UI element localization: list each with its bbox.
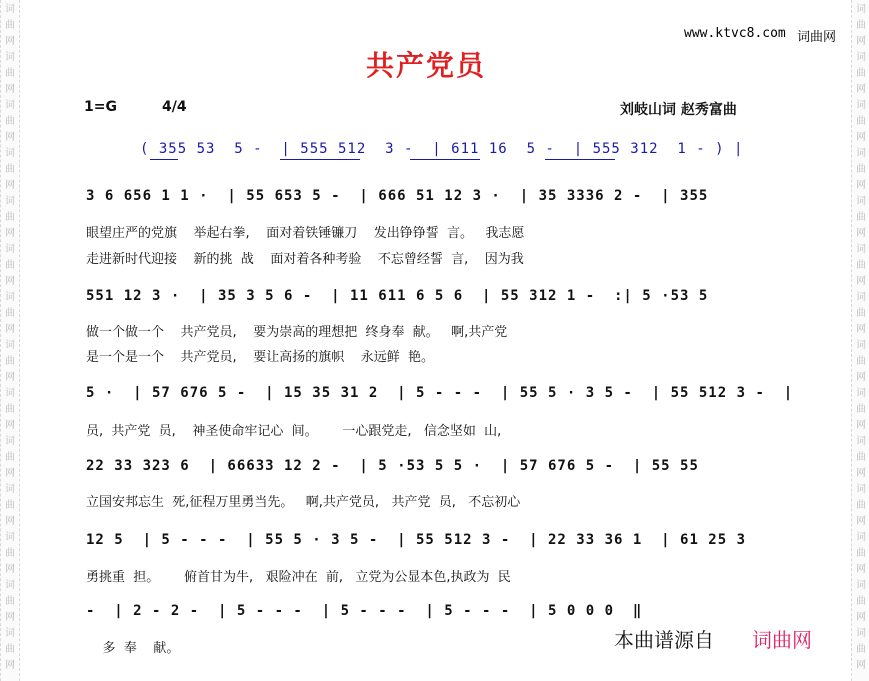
watermark-char: 网	[5, 84, 15, 95]
watermark-char: 词	[856, 148, 866, 159]
watermark-char: 曲	[5, 164, 15, 175]
watermark-char: 曲	[856, 260, 866, 271]
beam-line	[150, 159, 178, 160]
watermark-char: 曲	[856, 452, 866, 463]
watermark-char: 曲	[5, 404, 15, 415]
lyric-line-6: 多 奉 献。	[86, 641, 180, 656]
watermark-char: 网	[5, 180, 15, 191]
watermark-char: 词	[856, 100, 866, 111]
watermark-char: 词	[5, 244, 15, 255]
watermark-char: 网	[856, 660, 866, 671]
watermark-char: 词	[856, 532, 866, 543]
notation-line-6: - | 2 - 2 - | 5 - - - | 5 - - - | 5 - - - | 5 0 0 0 ‖	[86, 603, 643, 619]
watermark-column-left	[0, 0, 20, 681]
watermark-char: 曲	[5, 356, 15, 367]
watermark-char: 曲	[5, 500, 15, 511]
watermark-char: 曲	[5, 68, 15, 79]
watermark-char: 词	[856, 292, 866, 303]
lyric-line-1b: 走进新时代迎接 新的挑 战 面对着各种考验 不忘曾经誓 言, 因为我	[86, 252, 524, 267]
watermark-char: 网	[856, 372, 866, 383]
watermark-char: 曲	[856, 116, 866, 127]
watermark-char: 网	[5, 372, 15, 383]
watermark-char: 词	[5, 196, 15, 207]
watermark-char: 网	[5, 132, 15, 143]
notation-line-4: 22 33 323 6 | 66633 12 2 - | 5 ·53 5 5 · | 57 676 5 - | 55 55	[86, 458, 699, 474]
watermark-char: 网	[856, 84, 866, 95]
watermark-char: 网	[5, 612, 15, 623]
watermark-char: 网	[5, 516, 15, 527]
watermark-char: 词	[5, 580, 15, 591]
watermark-column-right	[851, 0, 869, 681]
watermark-char: 曲	[856, 596, 866, 607]
watermark-char: 网	[5, 36, 15, 47]
watermark-char: 词	[5, 484, 15, 495]
watermark-char: 词	[5, 388, 15, 399]
watermark-char: 网	[856, 36, 866, 47]
lyric-line-2a: 做一个做一个 共产党员, 要为崇高的理想把 终身奉 献。 啊,共产党	[86, 325, 508, 340]
watermark-char: 网	[856, 612, 866, 623]
watermark-char: 曲	[856, 644, 866, 655]
watermark-char: 曲	[856, 500, 866, 511]
watermark-char: 词	[856, 484, 866, 495]
lyric-line-2b: 是一个是一个 共产党员, 要让高扬的旗帜 永远鲜 艳。	[86, 350, 434, 365]
song-title: 共产党员	[366, 49, 487, 82]
watermark-char: 词	[5, 340, 15, 351]
watermark-char: 网	[5, 468, 15, 479]
watermark-char: 网	[856, 324, 866, 335]
watermark-char: 网	[856, 420, 866, 431]
watermark-char: 词	[856, 580, 866, 591]
watermark-char: 曲	[856, 404, 866, 415]
watermark-char: 词	[856, 436, 866, 447]
notation-line-3: 5 · | 57 676 5 - | 15 35 31 2 | 5 - - - | 55 5 · 3 5 - | 55 512 3 - |	[86, 385, 794, 401]
watermark-char: 词	[856, 4, 866, 15]
watermark-char: 曲	[5, 308, 15, 319]
source-site-link[interactable]: 词曲网	[752, 628, 812, 652]
watermark-char: 网	[856, 468, 866, 479]
watermark-char: 词	[856, 388, 866, 399]
watermark-char: 词	[5, 4, 15, 15]
watermark-char: 词	[5, 292, 15, 303]
watermark-char: 词	[856, 628, 866, 639]
watermark-char: 词	[856, 340, 866, 351]
watermark-char: 曲	[856, 20, 866, 31]
watermark-char: 词	[5, 100, 15, 111]
watermark-char: 曲	[5, 20, 15, 31]
watermark-char: 曲	[5, 212, 15, 223]
watermark-char: 曲	[5, 452, 15, 463]
watermark-char: 网	[856, 276, 866, 287]
watermark-char: 曲	[856, 212, 866, 223]
watermark-char: 曲	[856, 548, 866, 559]
watermark-char: 曲	[856, 68, 866, 79]
watermark-char: 曲	[5, 548, 15, 559]
source-label: 本曲谱源自	[614, 628, 714, 652]
watermark-char: 网	[856, 132, 866, 143]
watermark-char: 网	[5, 660, 15, 671]
lyric-line-3: 员, 共产党 员, 神圣使命牢记心 间。 一心跟党走, 信念坚如 山,	[86, 424, 502, 439]
watermark-char: 网	[856, 180, 866, 191]
site-name[interactable]: 词曲网	[797, 30, 837, 45]
watermark-char: 网	[5, 420, 15, 431]
key-signature: 1=G	[84, 99, 117, 115]
beam-line	[545, 159, 615, 160]
watermark-char: 曲	[856, 356, 866, 367]
intro-notation: ( 355 53 5 - | 555 512 3 - | 611 16 5 - | 555 312 1 - ) |	[140, 141, 744, 157]
watermark-char: 词	[856, 196, 866, 207]
beam-line	[280, 159, 360, 160]
notation-line-2: 551 12 3 · | 35 3 5 6 - | 11 611 6 5 6 | 55 312 1 - :| 5 ·53 5	[86, 288, 709, 304]
lyric-line-1a: 眼望庄严的党旗 举起右拳, 面对着铁锤镰刀 发出铮铮誓 言。 我志愿	[86, 226, 525, 241]
watermark-char: 词	[5, 436, 15, 447]
lyric-line-5: 勇挑重 担。 俯首甘为牛, 艰险冲在 前, 立党为公显本色,执政为 民	[86, 570, 511, 585]
site-url[interactable]: www.ktvc8.com	[684, 26, 786, 41]
watermark-char: 词	[856, 52, 866, 63]
watermark-char: 词	[5, 52, 15, 63]
credits: 刘岐山词 赵秀富曲	[620, 102, 737, 118]
watermark-char: 网	[5, 228, 15, 239]
beam-line	[410, 159, 480, 160]
watermark-char: 词	[5, 532, 15, 543]
watermark-char: 曲	[5, 644, 15, 655]
lyric-line-4: 立国安邦忘生 死,征程万里勇当先。 啊,共产党员, 共产党 员, 不忘初心	[86, 495, 521, 510]
watermark-char: 网	[856, 516, 866, 527]
time-signature: 4/4	[162, 99, 187, 115]
watermark-char: 网	[856, 228, 866, 239]
watermark-char: 词	[5, 628, 15, 639]
watermark-char: 网	[5, 276, 15, 287]
watermark-char: 网	[856, 564, 866, 575]
watermark-char: 曲	[5, 116, 15, 127]
watermark-char: 词	[5, 148, 15, 159]
notation-line-5: 12 5 | 5 - - - | 55 5 · 3 5 - | 55 512 3 - | 22 33 36 1 | 61 25 3	[86, 532, 747, 548]
watermark-char: 曲	[856, 308, 866, 319]
watermark-char: 曲	[856, 164, 866, 175]
notation-line-1: 3 6 656 1 1 · | 55 653 5 - | 666 51 12 3 · | 35 3336 2 - | 355	[86, 188, 709, 204]
watermark-char: 曲	[5, 596, 15, 607]
watermark-char: 词	[856, 244, 866, 255]
watermark-char: 网	[5, 564, 15, 575]
watermark-char: 曲	[5, 260, 15, 271]
watermark-char: 网	[5, 324, 15, 335]
